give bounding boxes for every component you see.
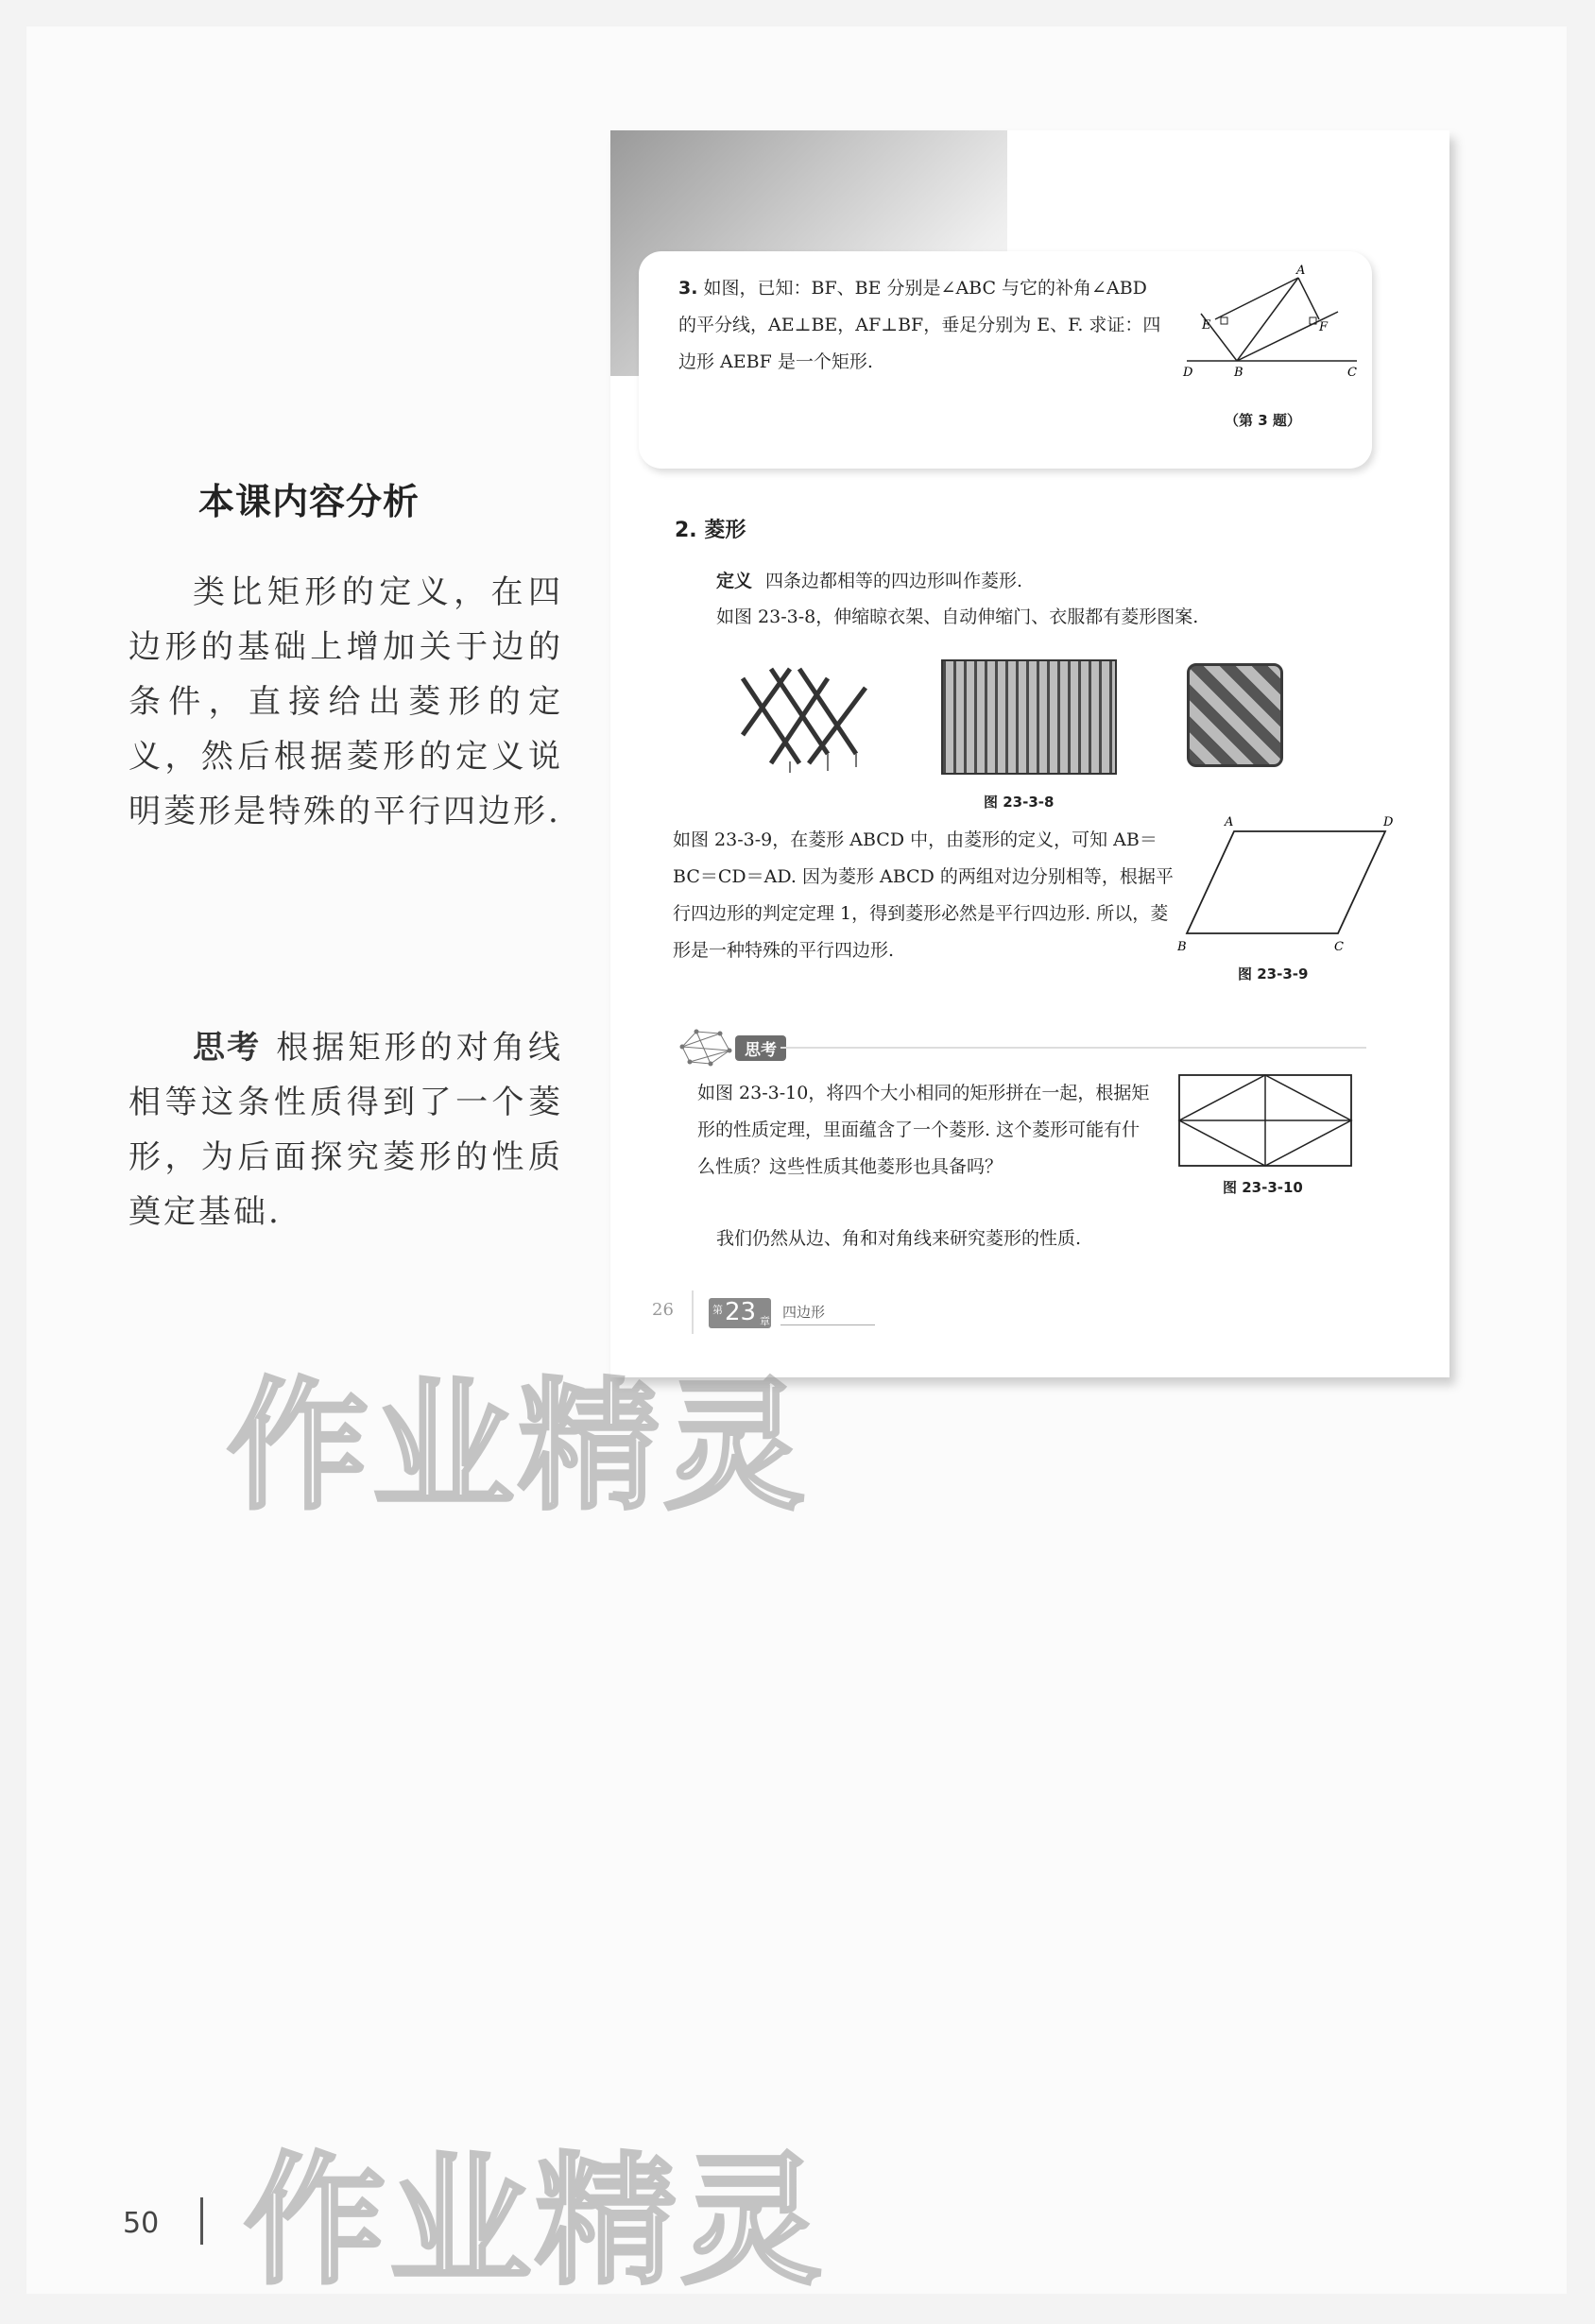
example-line: 如图 23-3-8，伸缩晾衣架、自动伸缩门、衣服都有菱形图案. bbox=[716, 607, 1199, 627]
label-A: A bbox=[1296, 265, 1306, 278]
four-rectangles-figure bbox=[1177, 1073, 1353, 1168]
think-divider bbox=[780, 1047, 1366, 1049]
rhombus-label-C: C bbox=[1334, 940, 1344, 954]
footer-divider bbox=[692, 1290, 694, 1334]
exercise-number: 3. bbox=[678, 278, 698, 299]
page-number-divider bbox=[200, 2197, 203, 2245]
chapter-suffix: 章 bbox=[760, 1315, 770, 1327]
rhombus-paragraph: 如图 23-3-9，在菱形 ABCD 中，由菱形的定义，可知 AB＝BC＝CD＝AD. 因为菱形 ABCD 的两组对边分别相等，根据平行四边形的判定定理 1，得到菱形必然是平行四边形. 所以，菱形是一种特殊的平行四边形. bbox=[673, 829, 1174, 961]
exercise-caption: （第 3 题） bbox=[1225, 412, 1301, 429]
rhombus-label-A: A bbox=[1225, 815, 1234, 829]
analysis-paragraph: 类比矩形的定义，在四边形的基础上增加关于边的条件，直接给出菱形的定义，然后根据菱形的定义说明菱形是特殊的平行四边形. bbox=[129, 573, 563, 830]
textbook-page-number: 26 bbox=[652, 1300, 674, 1320]
definition-line bbox=[716, 567, 1022, 592]
figure-10-caption: 图 23-3-10 bbox=[1223, 1179, 1303, 1196]
analysis-heading: 本课内容分析 bbox=[198, 481, 420, 522]
rhombus-label-D: D bbox=[1383, 815, 1394, 829]
rhombus-figure bbox=[1177, 812, 1395, 954]
label-B: B bbox=[1234, 366, 1243, 378]
exercise-figure bbox=[1177, 265, 1366, 378]
definition-text: 四条边都相等的四边形叫作菱形. bbox=[765, 571, 1023, 591]
chapter-badge bbox=[709, 1298, 771, 1328]
chapter-prefix: 第 bbox=[712, 1304, 723, 1316]
think-badge: 思考 bbox=[735, 1035, 786, 1061]
think-commentary-text: 根据矩形的对角线相等这条性质得到了一个菱形，为后面探究菱形的性质奠定基础. bbox=[129, 1029, 564, 1231]
chapter-underline bbox=[780, 1324, 875, 1325]
rhombus-label-B: B bbox=[1177, 940, 1187, 954]
chapter-number: 23 bbox=[725, 1298, 757, 1326]
figure-9-caption: 图 23-3-9 bbox=[1238, 965, 1309, 983]
exercise-body: 如图，已知：BF、BE 分别是∠ABC 与它的补角∠ABD 的平分线，AE⊥BE，AF⊥BF，垂足分别为 E、F. 求证：四边形 AEBF 是一个矩形. bbox=[678, 278, 1161, 372]
think-commentary bbox=[129, 1020, 563, 1239]
think-commentary-lead: 思考 bbox=[193, 1029, 262, 1067]
exercise-text bbox=[678, 270, 1170, 381]
label-F: F bbox=[1319, 320, 1329, 334]
think-paragraph: 如图 23-3-10，将四个大小相同的矩形拼在一起，根据矩形的性质定理，里面蕴含了一个菱形. 这个菱形可能有什么性质？这些性质其他菱形也具备吗？ bbox=[697, 1083, 1150, 1177]
section-heading: 2. 菱形 bbox=[675, 519, 746, 542]
watermark-bottom: 作业精灵 bbox=[244, 2140, 827, 2304]
closing-line: 我们仍然从边、角和对角线来研究菱形的性质. bbox=[716, 1228, 1082, 1249]
watermark-top: 作业精灵 bbox=[227, 1365, 810, 1529]
page-number: 50 bbox=[123, 2207, 160, 2240]
chapter-title: 四边形 bbox=[782, 1304, 826, 1321]
definition-tag: 定义 bbox=[716, 571, 753, 591]
textbook-page bbox=[610, 130, 1449, 1377]
retractable-gate-image bbox=[941, 659, 1117, 775]
figure-8-caption: 图 23-3-8 bbox=[984, 794, 1055, 811]
clothes-rack-image bbox=[733, 659, 875, 773]
label-C: C bbox=[1347, 366, 1357, 378]
label-D: D bbox=[1183, 366, 1193, 378]
label-E: E bbox=[1202, 318, 1211, 333]
sweater-image bbox=[1187, 663, 1283, 767]
